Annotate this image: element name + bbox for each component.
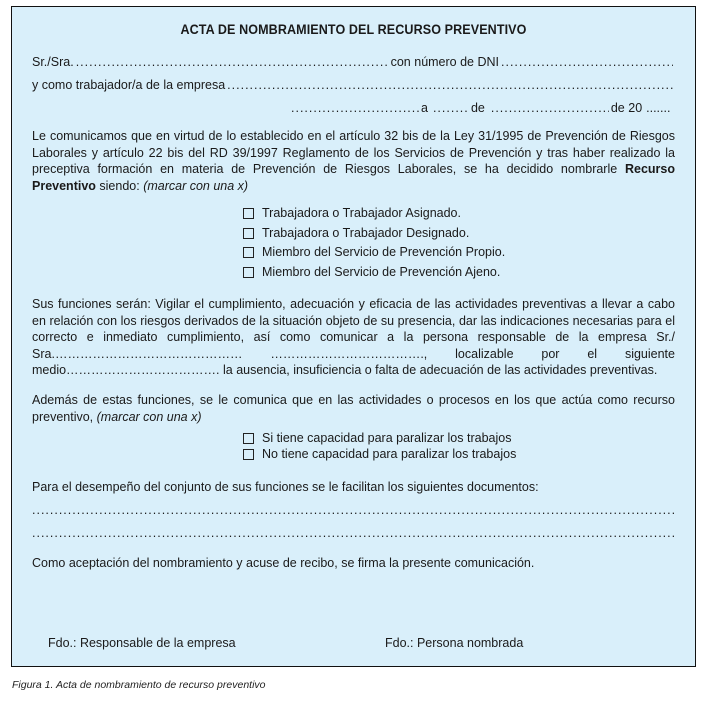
capacity-option-label: No tiene capacidad para paralizar los trabajos xyxy=(262,447,517,461)
checkbox[interactable] xyxy=(243,449,254,460)
functions-paragraph xyxy=(32,296,675,379)
documents-field-1[interactable] xyxy=(32,503,675,517)
company-label: y como trabajador/a de la empresa xyxy=(32,78,226,92)
role-option-label: Miembro del Servicio de Prevención Ajeno. xyxy=(262,264,501,279)
date-year-label: de 20 xyxy=(610,101,643,115)
figure-caption: Figura 1. Acta de nombramiento de recurso preventivo xyxy=(12,679,266,691)
acceptance-text: Como aceptación del nombramiento y acuse de recibo, se firma la presente comunicación. xyxy=(32,556,535,570)
day-field[interactable] xyxy=(433,101,469,115)
role-option-propio[interactable] xyxy=(243,243,505,263)
role-option-ajeno[interactable] xyxy=(243,263,505,283)
intro-text: Le comunicamos que en virtud de lo establecido en el artículo 32 bis de la Ley 31/1995 de Prevención de Riesgos Laborales y artículo 22 bis del RD 39/1997 Reglamento de los Servicios de Prevención y tras haber realizado la preceptiva formación en materia de Prevención de Riesgos Laborales, se ha decidido nombrarle xyxy=(32,129,675,176)
intro-instruction: (marcar con una x) xyxy=(143,178,249,193)
role-option-label: Trabajadora o Trabajador Designado. xyxy=(262,225,470,240)
role-options xyxy=(243,204,505,282)
role-option-label: Trabajadora o Trabajador Asignado. xyxy=(262,206,461,220)
appointment-form xyxy=(11,6,696,667)
capacity-option-label: Si tiene capacidad para paralizar los trabajos xyxy=(262,431,512,445)
form-title: ACTA DE NOMBRAMIENTO DEL RECURSO PREVENTIVO xyxy=(180,22,527,37)
intro-paragraph xyxy=(32,128,675,194)
checkbox[interactable] xyxy=(243,267,254,278)
checkbox[interactable] xyxy=(243,228,254,239)
checkbox[interactable] xyxy=(243,208,254,219)
person-signature: Fdo.: Persona nombrada xyxy=(385,636,524,650)
place-field[interactable] xyxy=(291,101,419,115)
capacity-options xyxy=(243,430,516,462)
additional-instruction: (marcar con una x) xyxy=(96,409,202,424)
dni-field[interactable] xyxy=(501,55,673,69)
capacity-option-no[interactable] xyxy=(243,446,516,462)
capacity-option-yes[interactable] xyxy=(243,430,516,446)
role-option-asignado[interactable] xyxy=(243,204,505,224)
name-field[interactable] xyxy=(76,55,389,69)
responsible-person-field[interactable]: ……………………………………… ………………………………. xyxy=(54,346,424,361)
additional-paragraph xyxy=(32,392,675,425)
role-option-designado[interactable] xyxy=(243,224,505,244)
intro-bold-term: Recurso Preventivo xyxy=(32,162,675,193)
documents-field-2[interactable] xyxy=(32,526,675,540)
name-label: Sr./Sra. xyxy=(32,55,74,69)
date-a-label: a xyxy=(421,101,428,115)
contact-means-field[interactable]: ………………………………. xyxy=(66,363,220,377)
intro-text-after: siendo: xyxy=(95,178,144,193)
checkbox[interactable] xyxy=(243,247,254,258)
year-field[interactable]: ....... xyxy=(646,101,671,115)
company-field[interactable] xyxy=(227,78,673,92)
company-line xyxy=(32,78,675,92)
name-dni-line xyxy=(32,55,675,69)
checkbox[interactable] xyxy=(243,433,254,444)
functions-text-2: , localizable por el siguiente medio xyxy=(32,346,675,377)
month-field[interactable] xyxy=(491,101,609,115)
functions-text: Sus funciones serán: Vigilar el cumplimiento, adecuación y eficacia de las actividades preventivas a llevar a cabo en relación con los riesgos derivados de la situación objeto de su presencia, dar las indicaciones necesarias para el correcto e inmediato cumplimiento, así como comunicar a la persona responsable de la empresa Sr./ Sra. xyxy=(32,297,675,361)
dni-label: con número de DNI xyxy=(390,55,499,69)
date-line xyxy=(289,101,675,115)
additional-text: Además de estas funciones, se le comunica que en las actividades o procesos en los que actúa como recurso preventivo, xyxy=(32,393,675,424)
role-option-label: Miembro del Servicio de Prevención Propio. xyxy=(262,245,506,259)
functions-text-3: la ausencia, insuficiencia o falta de adecuación de las actividades preventivas. xyxy=(219,363,658,377)
company-signature: Fdo.: Responsable de la empresa xyxy=(48,636,236,650)
documents-label: Para el desempeño del conjunto de sus funciones se le facilitan los siguientes documentos: xyxy=(32,480,539,494)
date-de-label: de xyxy=(470,101,485,115)
